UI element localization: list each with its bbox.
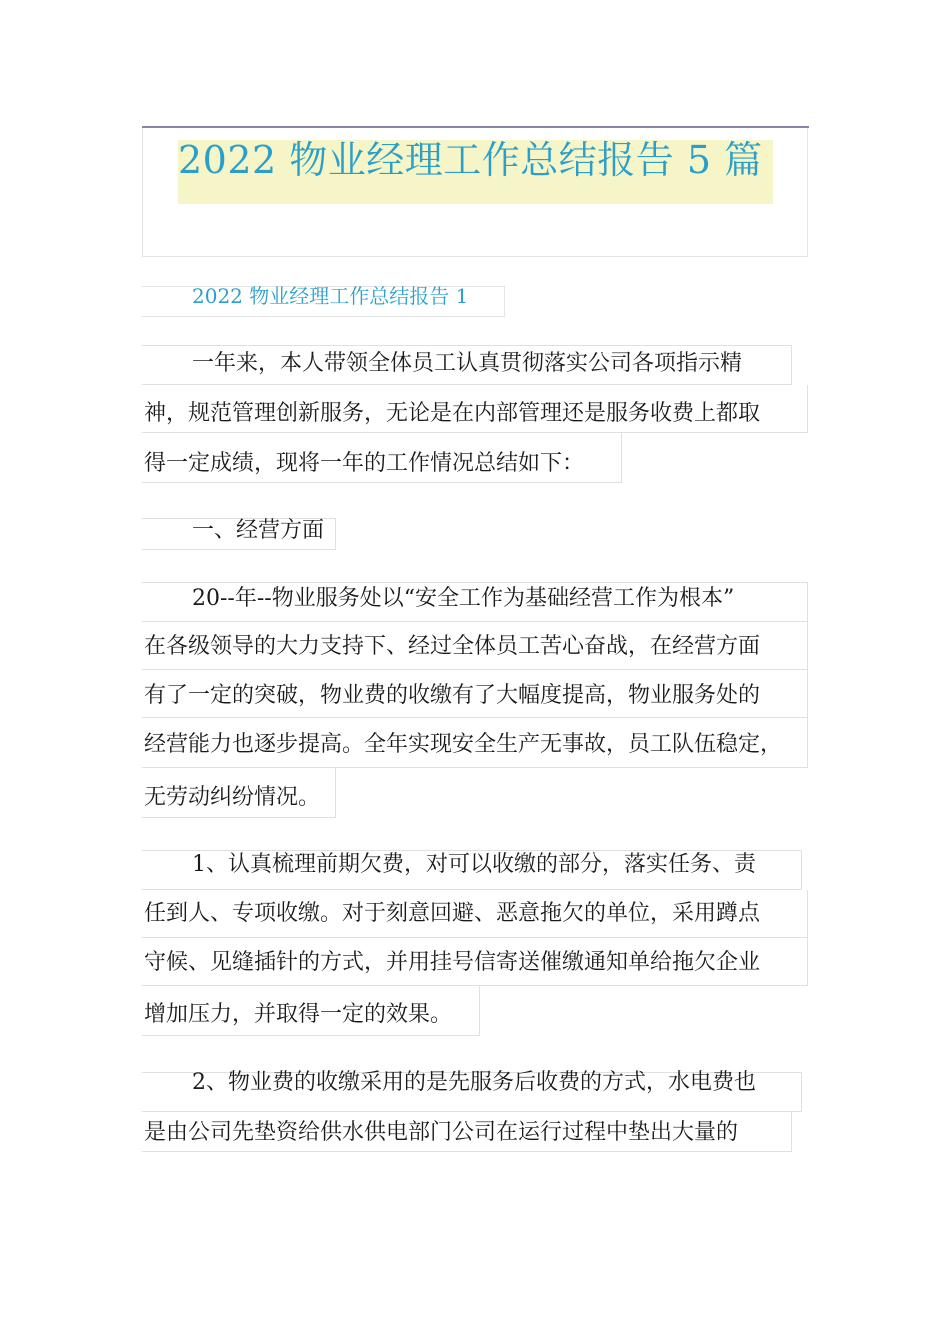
paragraph-line: 神，规范管理创新服务，无论是在内部管理还是服务收费上都取 (144, 401, 761, 426)
paragraph-line: 无劳动纠纷情况。 (144, 785, 321, 810)
paragraph-line: 一年来，本人带领全体员工认真贯彻落实公司各项指示精 (192, 351, 743, 376)
section-subtitle: 2022 物业经理工作总结报告 1 (192, 284, 469, 308)
paragraph-line: 经营能力也逐步提高。全年实现安全生产无事故，员工队伍稳定， (144, 732, 783, 757)
document-title: 2022 物业经理工作总结报告 5 篇 (178, 138, 763, 182)
paragraph-line: 在各级领导的大力支持下、经过全体员工苦心奋战，在经营方面 (144, 634, 761, 659)
paragraph-line: 得一定成绩，现将一年的工作情况总结如下： (144, 451, 585, 476)
paragraph-line: 有了一定的突破，物业费的收缴有了大幅度提高，物业服务处的 (144, 683, 761, 708)
paragraph-line: 增加压力，并取得一定的效果。 (144, 1002, 453, 1027)
paragraph-line: 守候、见缝插针的方式，并用挂号信寄送催缴通知单给拖欠企业 (144, 950, 761, 975)
paragraph-line: 任到人、专项收缴。对于刻意回避、恶意拖欠的单位，采用蹲点 (144, 901, 761, 926)
paragraph-line: 2、物业费的收缴采用的是先服务后收费的方式，水电费也 (192, 1070, 756, 1095)
paragraph-line: 20--年--物业服务处以“安全工作为基础经营工作为根本” (192, 586, 735, 611)
section-heading: 一、经营方面 (192, 518, 325, 543)
paragraph-line: 1、认真梳理前期欠费，对可以收缴的部分，落实任务、责 (192, 852, 756, 877)
paragraph-line: 是由公司先垫资给供水供电部门公司在运行过程中垫出大量的 (144, 1120, 739, 1145)
